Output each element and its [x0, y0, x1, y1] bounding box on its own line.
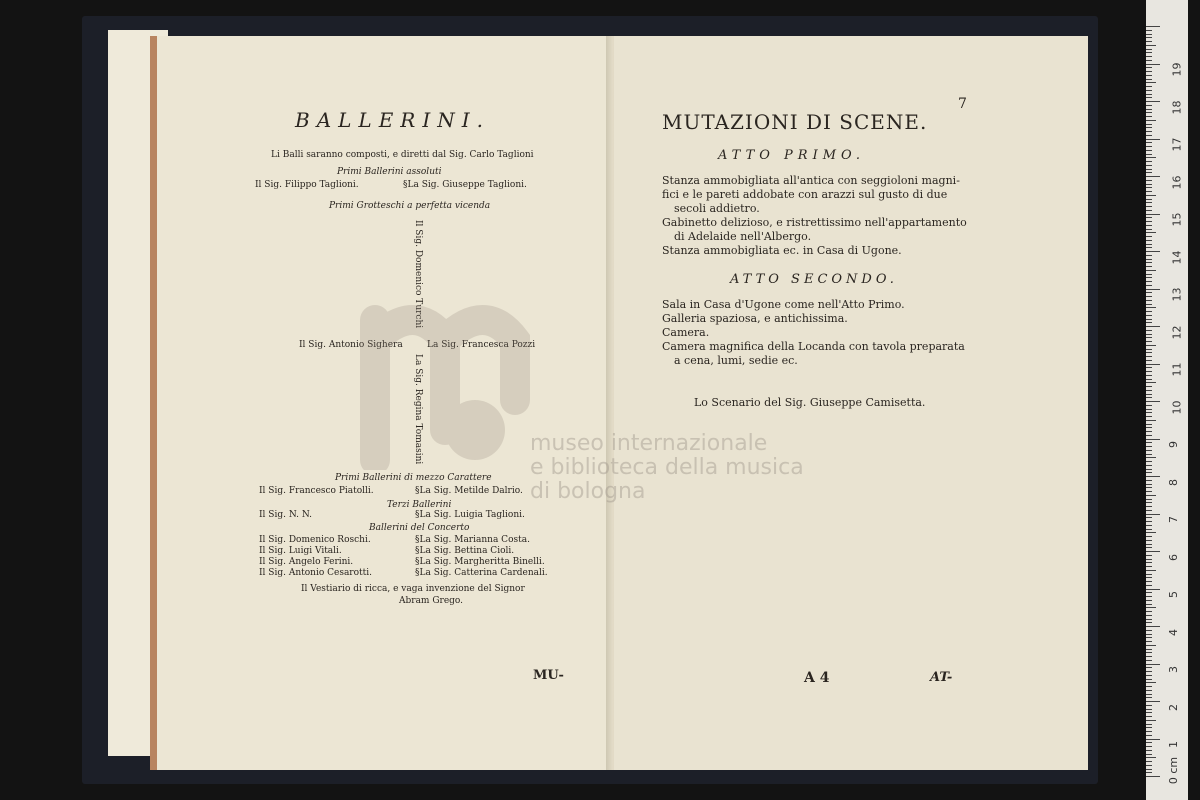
ruler-tick — [1146, 326, 1160, 327]
vestiario-line-1: Il Vestiario di ricca, e vaga invenzione del Signor — [301, 584, 525, 594]
mezzo-left: Il Sig. Francesco Piatolli. — [259, 486, 374, 496]
ruler-tick — [1146, 427, 1152, 428]
intro-line: Li Balli saranno composti, e diretti dal Sig. Carlo Taglioni — [271, 150, 534, 160]
ruler-tick — [1146, 176, 1160, 177]
ruler-tick — [1146, 420, 1156, 421]
ruler-tick — [1146, 484, 1152, 485]
ruler-tick — [1146, 187, 1152, 188]
ruler-tick — [1146, 540, 1152, 541]
ruler-tick — [1146, 26, 1160, 27]
ruler-tick — [1146, 337, 1152, 338]
ruler-tick — [1146, 300, 1152, 301]
ruler-tick — [1146, 161, 1152, 162]
terzi-left: Il Sig. N. N. — [259, 510, 313, 520]
ruler-tick — [1146, 262, 1152, 263]
concerto-right: §La Sig. Margheritta Binelli. — [415, 557, 545, 567]
ruler-tick — [1146, 439, 1160, 440]
ruler-tick — [1146, 544, 1152, 545]
watermark-line-1: museo internazionale — [530, 431, 768, 456]
ruler-tick — [1146, 446, 1152, 447]
ruler-number: 3 — [1167, 666, 1180, 673]
ruler-tick — [1146, 499, 1152, 500]
ruler-tick — [1146, 551, 1160, 552]
ruler-number: 10 — [1170, 400, 1184, 414]
ruler-tick — [1146, 285, 1152, 286]
ruler-tick — [1146, 386, 1152, 387]
concerto-right: §La Sig. Catterina Cardenali. — [415, 568, 548, 578]
concerto-left: Il Sig. Antonio Cesarotti. — [259, 568, 372, 578]
ruler-tick — [1146, 394, 1152, 395]
terzi-heading: Terzi Ballerini — [387, 500, 452, 510]
ruler-tick — [1146, 679, 1152, 680]
ruler-unit-label: 0 cm — [1167, 756, 1181, 785]
ruler-tick — [1146, 37, 1152, 38]
ruler-tick — [1146, 251, 1160, 252]
secondo-line: a cena, lumi, sedie ec. — [674, 354, 798, 367]
ruler-tick — [1146, 124, 1152, 125]
ruler-tick — [1146, 416, 1152, 417]
ruler-tick — [1146, 131, 1152, 132]
ruler-tick — [1146, 761, 1152, 762]
ruler-tick — [1146, 259, 1152, 260]
ruler-tick — [1146, 450, 1152, 451]
ruler-tick — [1146, 686, 1152, 687]
ruler-number: 4 — [1167, 628, 1180, 636]
ruler-tick — [1146, 101, 1160, 102]
ruler-tick — [1146, 112, 1152, 113]
ruler-tick — [1146, 292, 1152, 293]
ruler-tick — [1146, 491, 1152, 492]
ruler-tick — [1146, 67, 1152, 68]
ruler-tick — [1146, 472, 1152, 473]
atto-secondo-heading: ATTO SECONDO. — [730, 272, 898, 287]
ruler-number: 13 — [1170, 287, 1184, 302]
watermark-logo-icon — [355, 280, 555, 470]
ruler-tick — [1146, 592, 1152, 593]
ruler-tick — [1146, 397, 1152, 398]
ruler-tick — [1146, 525, 1152, 526]
ruler-tick — [1146, 206, 1152, 207]
ruler-tick — [1146, 675, 1152, 676]
ruler-tick — [1146, 139, 1160, 140]
ruler-tick — [1146, 604, 1152, 605]
ruler-tick — [1146, 424, 1152, 425]
ruler-tick — [1146, 589, 1160, 590]
ruler-tick — [1146, 180, 1152, 181]
ruler-tick — [1146, 356, 1152, 357]
mid-right-name: La Sig. Francesca Pozzi — [427, 340, 536, 350]
ruler-tick — [1146, 585, 1152, 586]
primi-left: Il Sig. Filippo Taglioni. — [255, 180, 359, 190]
ruler-tick — [1146, 480, 1152, 481]
ruler-tick — [1146, 225, 1152, 226]
ruler-tick — [1146, 465, 1152, 466]
secondo-line: Camera magnifica della Locanda con tavola preparata — [662, 340, 965, 353]
concerto-left: Il Sig. Domenico Roschi. — [259, 535, 371, 545]
ruler-tick — [1146, 514, 1160, 515]
ruler-tick — [1146, 311, 1152, 312]
ruler-tick — [1146, 574, 1152, 575]
ruler-tick — [1146, 105, 1152, 106]
ruler-tick — [1146, 210, 1152, 211]
ruler-tick — [1146, 570, 1156, 571]
ruler-tick — [1146, 184, 1152, 185]
concerto-left: Il Sig. Angelo Ferini. — [259, 557, 354, 567]
ruler-tick — [1146, 34, 1152, 35]
ruler-tick — [1146, 727, 1152, 728]
ruler-tick — [1146, 431, 1152, 432]
ruler-tick — [1146, 532, 1156, 533]
ruler-number: 18 — [1170, 100, 1184, 114]
ruler-tick — [1146, 476, 1160, 477]
ruler-tick — [1146, 217, 1152, 218]
ruler-tick — [1146, 364, 1160, 365]
ruler-tick — [1146, 375, 1152, 376]
ruler-tick — [1146, 319, 1152, 320]
ruler-number: 7 — [1167, 516, 1180, 523]
ruler-tick — [1146, 682, 1156, 683]
ruler-tick — [1146, 41, 1152, 42]
ruler-tick — [1146, 307, 1156, 308]
primo-line: di Adelaide nell'Albergo. — [674, 230, 812, 243]
ruler-number: 14 — [1170, 250, 1184, 264]
mezzo-heading: Primi Ballerini di mezzo Carattere — [335, 473, 492, 483]
ruler-tick — [1146, 667, 1152, 668]
page-number: 7 — [958, 96, 967, 112]
ruler-tick — [1146, 202, 1152, 203]
ruler-tick — [1146, 739, 1160, 740]
ruler-tick — [1146, 244, 1152, 245]
ruler-tick — [1146, 289, 1160, 290]
ruler-tick — [1146, 345, 1156, 346]
ruler-tick — [1146, 652, 1152, 653]
ruler-tick — [1146, 60, 1152, 61]
ruler-tick — [1146, 607, 1156, 608]
watermark-line-3: di bologna — [530, 479, 646, 504]
ruler-tick — [1146, 49, 1152, 50]
primo-line: fici e le pareti addobate con arazzi sul gusto di due — [662, 188, 948, 201]
ruler-tick — [1146, 626, 1160, 627]
ruler-tick — [1146, 236, 1152, 237]
ruler-tick — [1146, 360, 1152, 361]
ruler-tick — [1146, 469, 1152, 470]
ruler-tick — [1146, 150, 1152, 151]
right-page — [614, 36, 1088, 770]
signature-mark: A 4 — [804, 670, 830, 686]
ruler-tick — [1146, 724, 1152, 725]
ruler-tick — [1146, 705, 1152, 706]
ruler-tick — [1146, 457, 1156, 458]
ruler-tick — [1146, 487, 1152, 488]
ruler-tick — [1146, 566, 1152, 567]
ruler-tick — [1146, 281, 1152, 282]
primo-line: secoli addietro. — [674, 202, 760, 215]
ruler-tick — [1146, 435, 1152, 436]
ruler-tick — [1146, 731, 1152, 732]
ruler-tick — [1146, 247, 1152, 248]
vestiario-line-2: Abram Grego. — [399, 596, 464, 606]
ruler-tick — [1146, 240, 1152, 241]
ruler-number: 9 — [1167, 441, 1180, 448]
ruler-tick — [1146, 154, 1152, 155]
secondo-line: Camera. — [662, 326, 710, 339]
ruler-tick — [1146, 547, 1152, 548]
ruler-tick — [1146, 135, 1152, 136]
primi-heading: Primi Ballerini assoluti — [337, 167, 442, 177]
left-catchword: MU- — [533, 668, 564, 683]
ruler-tick — [1146, 772, 1152, 773]
vertical-name-2: La Sig. Regina Tomasini — [413, 354, 423, 465]
ruler-tick — [1146, 596, 1152, 597]
ruler-tick — [1146, 146, 1152, 147]
ruler-number: 12 — [1170, 325, 1184, 339]
ruler-tick — [1146, 701, 1160, 702]
ruler-tick — [1146, 142, 1152, 143]
ruler-tick — [1146, 349, 1152, 350]
ruler-tick — [1146, 71, 1152, 72]
ruler-tick — [1146, 776, 1160, 777]
concerto-left: Il Sig. Luigi Vitali. — [259, 546, 342, 556]
terzi-right: §La Sig. Luigia Taglioni. — [415, 510, 525, 520]
ruler-tick — [1146, 765, 1152, 766]
ruler-tick — [1146, 754, 1152, 755]
concerto-right: §La Sig. Marianna Costa. — [415, 535, 530, 545]
ruler-tick — [1146, 517, 1152, 518]
ruler-tick — [1146, 536, 1152, 537]
ruler-tick — [1146, 195, 1156, 196]
concerto-heading: Ballerini del Concerto — [369, 523, 470, 533]
ruler-tick — [1146, 221, 1152, 222]
ruler-tick — [1146, 322, 1152, 323]
ruler-tick — [1146, 694, 1152, 695]
ruler-tick — [1146, 720, 1156, 721]
ruler-tick — [1146, 127, 1152, 128]
ruler-tick — [1146, 697, 1152, 698]
ruler-tick — [1146, 120, 1156, 121]
ruler-tick — [1146, 630, 1152, 631]
mid-left-name: Il Sig. Antonio Sighera — [299, 340, 403, 350]
concerto-right: §La Sig. Bettina Cioli. — [415, 546, 515, 556]
ruler-number: 16 — [1170, 175, 1184, 189]
ruler-tick — [1146, 645, 1156, 646]
ruler-tick — [1146, 341, 1152, 342]
ruler-tick — [1146, 330, 1152, 331]
ruler-tick — [1146, 412, 1152, 413]
ruler-tick — [1146, 510, 1152, 511]
ruler-tick — [1146, 191, 1152, 192]
ruler-tick — [1146, 94, 1152, 95]
ruler-tick — [1146, 165, 1152, 166]
ruler-tick — [1146, 277, 1152, 278]
ruler-number: 19 — [1170, 62, 1184, 77]
ruler-tick — [1146, 232, 1156, 233]
ruler-tick — [1146, 405, 1152, 406]
ruler-number: 6 — [1167, 553, 1180, 561]
ruler-tick — [1146, 229, 1152, 230]
ruler-tick — [1146, 454, 1152, 455]
ruler-number: 1 — [1167, 741, 1180, 748]
ruler-tick — [1146, 334, 1152, 335]
ruler-tick — [1146, 495, 1156, 496]
ruler-tick — [1146, 581, 1152, 582]
ruler-tick — [1146, 199, 1152, 200]
ruler-number: 15 — [1170, 212, 1184, 227]
primo-line: Gabinetto delizioso, e ristrettissimo nell'appartamento — [662, 216, 967, 229]
ruler-tick — [1146, 649, 1152, 650]
ruler-tick — [1146, 75, 1152, 76]
ruler-tick — [1146, 641, 1152, 642]
ruler-tick — [1146, 266, 1152, 267]
ruler-tick — [1146, 615, 1152, 616]
ruler-tick — [1146, 315, 1152, 316]
ruler-tick — [1146, 746, 1152, 747]
scenario-line: Lo Scenario del Sig. Giuseppe Camisetta. — [694, 396, 926, 409]
primi-right: §La Sig. Giuseppe Taglioni. — [403, 180, 527, 190]
ruler-tick — [1146, 750, 1152, 751]
ruler-tick — [1146, 742, 1152, 743]
ruler-tick — [1146, 555, 1152, 556]
ruler-tick — [1146, 90, 1152, 91]
ruler-tick — [1146, 521, 1152, 522]
ruler-tick — [1146, 97, 1152, 98]
ruler-tick — [1146, 409, 1152, 410]
ruler-tick — [1146, 709, 1152, 710]
ruler-tick — [1146, 270, 1156, 271]
ruler-tick — [1146, 367, 1152, 368]
grotteschi-heading: Primi Grotteschi a perfetta vicenda — [329, 201, 491, 211]
ruler-number: 8 — [1167, 478, 1180, 486]
ruler-tick — [1146, 30, 1152, 31]
ruler-tick — [1146, 382, 1156, 383]
ruler-tick — [1146, 637, 1152, 638]
ruler-tick — [1146, 634, 1152, 635]
ruler-tick — [1146, 619, 1152, 620]
ruler-tick — [1146, 274, 1152, 275]
ruler-tick — [1146, 371, 1152, 372]
ruler-tick — [1146, 671, 1152, 672]
ruler-tick — [1146, 352, 1152, 353]
ruler-tick — [1146, 577, 1152, 578]
ruler-number: 11 — [1170, 362, 1184, 377]
ruler-tick — [1146, 296, 1152, 297]
ruler-tick — [1146, 390, 1152, 391]
ruler-tick — [1146, 656, 1152, 657]
ruler-tick — [1146, 401, 1160, 402]
ruler-tick — [1146, 506, 1152, 507]
primo-line: Stanza ammobigliata ec. in Casa di Ugone. — [662, 244, 902, 257]
primo-line: Stanza ammobigliata all'antica con seggioloni magni- — [662, 174, 960, 187]
right-catchword: AT- — [930, 670, 953, 685]
ruler-number: 17 — [1170, 137, 1184, 152]
ruler-tick — [1146, 56, 1152, 57]
vertical-name-1: Il Sig. Domenico Turchi — [413, 220, 423, 329]
ruler-tick — [1146, 712, 1152, 713]
ruler-tick — [1146, 255, 1152, 256]
left-page-title: BALLERINI. — [295, 108, 491, 132]
ruler-tick — [1146, 214, 1160, 215]
ruler-tick — [1146, 52, 1152, 53]
ruler-tick — [1146, 757, 1156, 758]
ruler-tick — [1146, 529, 1152, 530]
ruler-tick — [1146, 379, 1152, 380]
watermark-text — [530, 432, 804, 504]
ruler-tick — [1146, 157, 1156, 158]
ruler-tick — [1146, 45, 1156, 46]
ruler-tick — [1146, 611, 1152, 612]
measurement-ruler — [1146, 0, 1188, 800]
ruler-tick — [1146, 169, 1152, 170]
ruler-tick — [1146, 600, 1152, 601]
watermark-line-2: e biblioteca della musica — [530, 455, 804, 480]
ruler-tick — [1146, 622, 1152, 623]
ruler-tick — [1146, 769, 1152, 770]
ruler-tick — [1146, 109, 1152, 110]
ruler-number: 2 — [1167, 703, 1180, 711]
ruler-tick — [1146, 461, 1152, 462]
ruler-tick — [1146, 660, 1152, 661]
secondo-line: Sala in Casa d'Ugone come nell'Atto Primo. — [662, 298, 905, 311]
ruler-tick — [1146, 116, 1152, 117]
right-page-title: MUTAZIONI DI SCENE. — [662, 110, 928, 134]
ruler-tick — [1146, 304, 1152, 305]
ruler-tick — [1146, 562, 1152, 563]
ruler-tick — [1146, 716, 1152, 717]
ruler-tick — [1146, 502, 1152, 503]
ruler-tick — [1146, 172, 1152, 173]
mezzo-right: §La Sig. Metilde Dalrio. — [415, 486, 523, 496]
atto-primo-heading: ATTO PRIMO. — [718, 148, 866, 163]
secondo-line: Galleria spaziosa, e antichissima. — [662, 312, 848, 325]
ruler-tick — [1146, 64, 1160, 65]
ruler-tick — [1146, 559, 1152, 560]
ruler-tick — [1146, 86, 1152, 87]
ruler-tick — [1146, 690, 1152, 691]
ruler-tick — [1146, 82, 1156, 83]
ruler-tick — [1146, 442, 1152, 443]
ruler-number: 5 — [1167, 591, 1180, 598]
ruler-tick — [1146, 664, 1160, 665]
ruler-tick — [1146, 735, 1152, 736]
ruler-tick — [1146, 79, 1152, 80]
